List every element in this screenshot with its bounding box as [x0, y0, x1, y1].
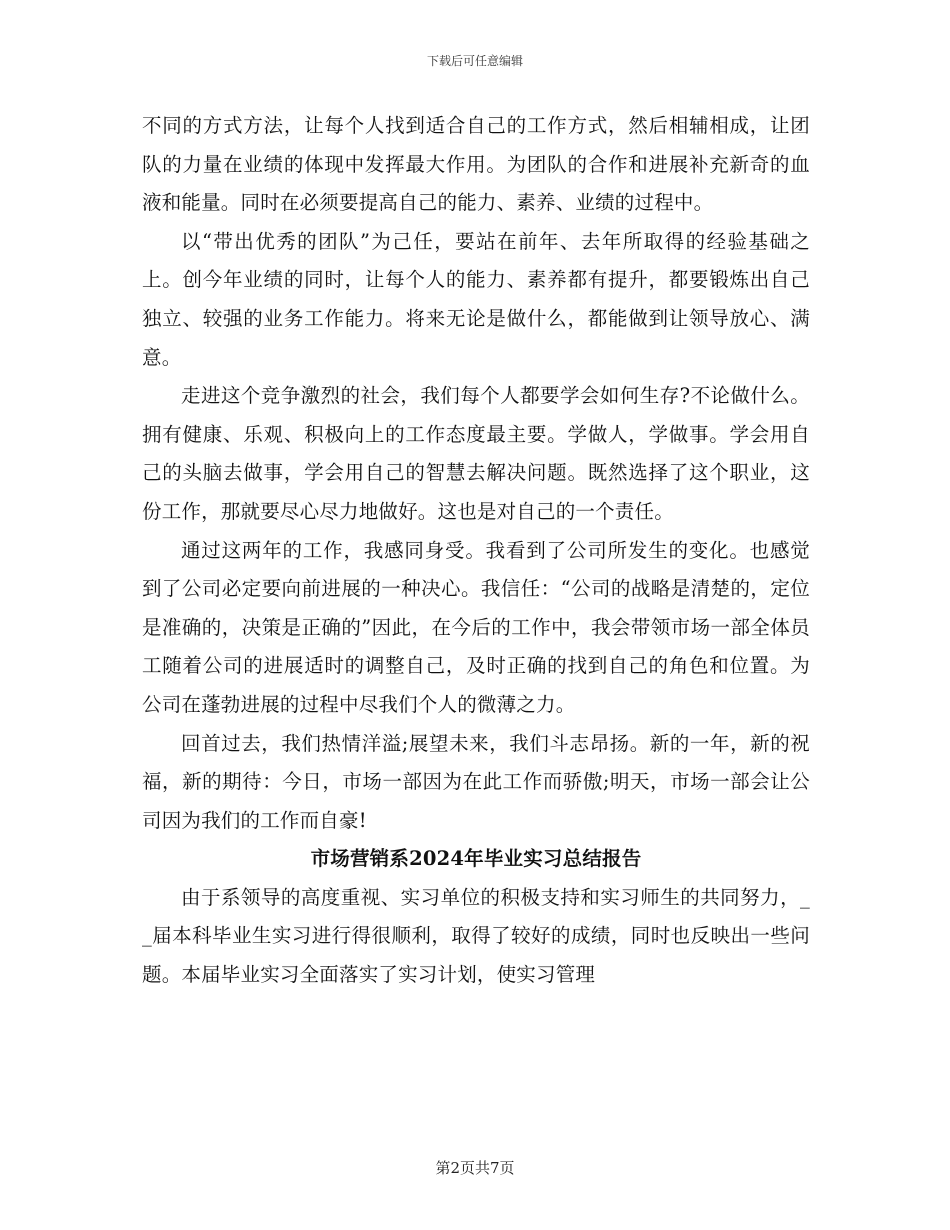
page-header: 下载后可任意编辑 [426, 54, 523, 68]
paragraph-looking-back: 回首过去，我们热情洋溢;展望未来，我们斗志昂扬。新的一年，新的祝福，新的期待：今日，市场一部因为在此工作而骄傲;明天，市场一部会让公司因为我们的工作而自豪! [142, 731, 810, 832]
paragraph-internship-intro: 由于系领导的高度重视、实习单位的积极支持和实习师生的共同努力，__届本科毕业生实习进行得很顺利，取得了较好的成绩，同时也反映出一些问题。本届毕业实习全面落实了实习计划，使实习管理 [142, 885, 810, 987]
page-number: 第2页共7页 [435, 1159, 515, 1177]
paragraph-team-goal: 以“带出优秀的团队”为己任，要站在前年、去年所取得的经验基础之上。创今年业绩的同时，让每个人的能力、素养都有提升，都要锻炼出自己独立、较强的业务工作能力。将来无论是做什么，都能做到让领导放心、满意。 [142, 229, 810, 369]
section-title: 市场营销系2024年毕业实习总结报告 [310, 847, 642, 871]
paragraph-survival: 走进这个竞争激烈的社会，我们每个人都要学会如何生存?不论做什么。拥有健康、乐观、积极向上的工作态度最主要。学做人，学做事。学会用自己的头脑去做事，学会用自己的智慧去解决问题。既然选择了这个职业，这份工作，那就要尽心尽力地做好。这也是对自己的一个责任。 [142, 384, 810, 523]
paragraph-company-change: 通过这两年的工作，我感同身受。我看到了公司所发生的变化。也感觉到了公司必定要向前进展的一种决心。我信任：“公司的战略是清楚的，定位是准确的，决策是正确的”因此，在今后的工作中，我会带领市场一部全体员工随着公司的进展适时的调整自己，及时正确的找到自己的角色和位置。为公司在蓬勃进展的过程中尽我们个人的微薄之力。 [142, 538, 810, 716]
document-body [142, 107, 810, 995]
paragraph-continued: 不同的方式方法，让每个人找到适合自己的工作方式，然后相辅相成，让团队的力量在业绩的体现中发挥最大作用。为团队的合作和进展补充新奇的血液和能量。同时在必须要提高自己的能力、素养、业绩的过程中。 [142, 114, 810, 215]
